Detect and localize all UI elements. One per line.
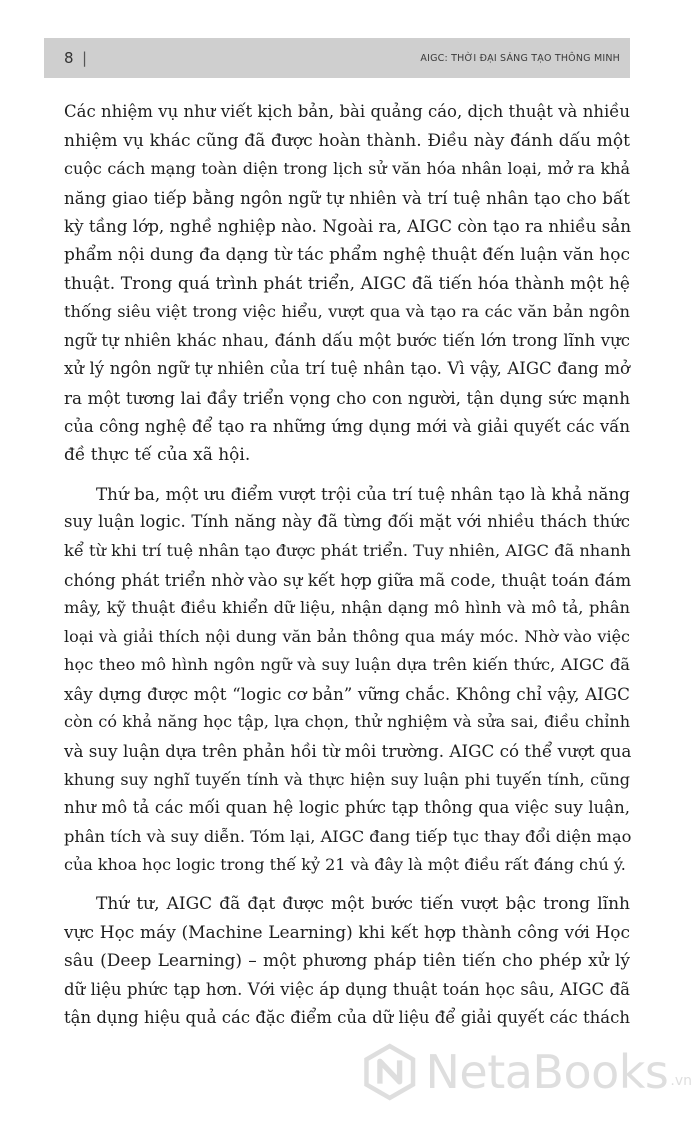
text-line: mây, kỹ thuật điều khiển dữ liệu, nhận dạng mô hình và mô tả, phân [64, 598, 630, 618]
text-line: như mô tả các mối quan hệ logic phức tạp thông qua việc suy luận, [64, 798, 630, 818]
page-number [64, 49, 88, 67]
text-line: nhiệm vụ khác cũng đã được hoàn thành. Điều này đánh dấu một [64, 130, 630, 151]
running-title: AIGC: THỜI ĐẠI SÁNG TẠO THÔNG MINH [420, 52, 620, 64]
text-line: đề thực tế của xã hội. [64, 445, 251, 466]
watermark-text: NetaBooks [425, 1045, 669, 1099]
text-line: chóng phát triển nhờ vào sự kết hợp giữa mã code, thuật toán đám [64, 569, 632, 590]
text-line: và suy luận dựa trên phản hồi từ môi trường. AIGC có thể vượt qua [64, 741, 632, 762]
text-line: sâu (Deep Learning) – một phương pháp tiên tiến cho phép xử lý [64, 951, 630, 972]
paragraph [64, 480, 630, 880]
text-line: tận dụng hiệu quả các đặc điểm của dữ liệu để giải quyết các thách [64, 1008, 630, 1028]
text-line: năng giao tiếp bằng ngôn ngữ tự nhiên và trí tuệ nhân tạo cho bất [64, 187, 630, 208]
text-line: thuật. Trong quá trình phát triển, AIGC đã tiến hóa thành một hệ [64, 273, 630, 294]
watermark [362, 1034, 692, 1110]
page-number-value: 8 [64, 49, 75, 67]
text-line: vực Học máy (Machine Learning) khi kết hợp thành công với Học [64, 922, 630, 943]
text-line: ra một tương lai đầy triển vọng cho con người, tận dụng sức mạnh [64, 387, 630, 408]
body-text [64, 98, 630, 1033]
netabooks-logo-icon [362, 1041, 418, 1103]
text-line: suy luận logic. Tính năng này đã từng đối mặt với nhiều thách thức [64, 512, 630, 532]
text-line: học theo mô hình ngôn ngữ và suy luận dựa trên kiến thức, AIGC đã [64, 655, 630, 675]
text-line: xây dựng được một “logic cơ bản” vững chắc. Không chỉ vậy, AIGC [64, 683, 630, 704]
header-separator: | [82, 49, 88, 67]
text-line: còn có khả năng học tập, lựa chọn, thử nghiệm và sửa sai, điều chỉnh [64, 712, 630, 732]
text-line: phẩm nội dung đa dạng từ tác phẩm nghệ thuật đến luận văn học [64, 244, 630, 265]
text-line: kể từ khi trí tuệ nhân tạo được phát triển. Tuy nhiên, AIGC đã nhanh [64, 540, 631, 560]
text-line: phân tích và suy diễn. Tóm lại, AIGC đang tiếp tục thay đổi diện mạo [64, 826, 632, 846]
paragraph [64, 98, 630, 470]
text-line: của công nghệ để tạo ra những ứng dụng mới và giải quyết các vấn [64, 416, 630, 436]
watermark-suffix: .vn [670, 1073, 692, 1089]
text-line: kỳ tầng lớp, nghề nghiệp nào. Ngoài ra, AIGC còn tạo ra nhiều sản [64, 216, 632, 237]
text-line: cuộc cách mạng toàn diện trong lịch sử văn hóa nhân loại, mở ra khả [64, 159, 630, 179]
text-line: Các nhiệm vụ như viết kịch bản, bài quảng cáo, dịch thuật và nhiều [64, 102, 630, 121]
text-line: loại và giải thích nội dung văn bản thông qua máy móc. Nhờ vào việc [64, 626, 630, 646]
text-line: Thứ ba, một ưu điểm vượt trội của trí tuệ nhân tạo là khả năng [96, 483, 630, 504]
text-line: khung suy nghĩ tuyến tính và thực hiện suy luận phi tuyến tính, cũng [64, 769, 630, 789]
text-line: xử lý ngôn ngữ tự nhiên của trí tuệ nhân tạo. Vì vậy, AIGC đang mở [64, 359, 630, 379]
text-line: thống siêu việt trong việc hiểu, vượt qua và tạo ra các văn bản ngôn [64, 302, 630, 322]
paragraph [64, 890, 630, 1033]
page-header [44, 38, 630, 78]
text-line: dữ liệu phức tạp hơn. Với việc áp dụng thuật toán học sâu, AIGC đã [64, 979, 630, 999]
text-line: của khoa học logic trong thế kỷ 21 và đây là một điều rất đáng chú ý. [64, 855, 626, 875]
text-line: ngữ tự nhiên khác nhau, đánh dấu một bước tiến lớn trong lĩnh vực [64, 330, 630, 350]
text-line: Thứ tư, AIGC đã đạt được một bước tiến vượt bậc trong lĩnh [96, 894, 630, 915]
